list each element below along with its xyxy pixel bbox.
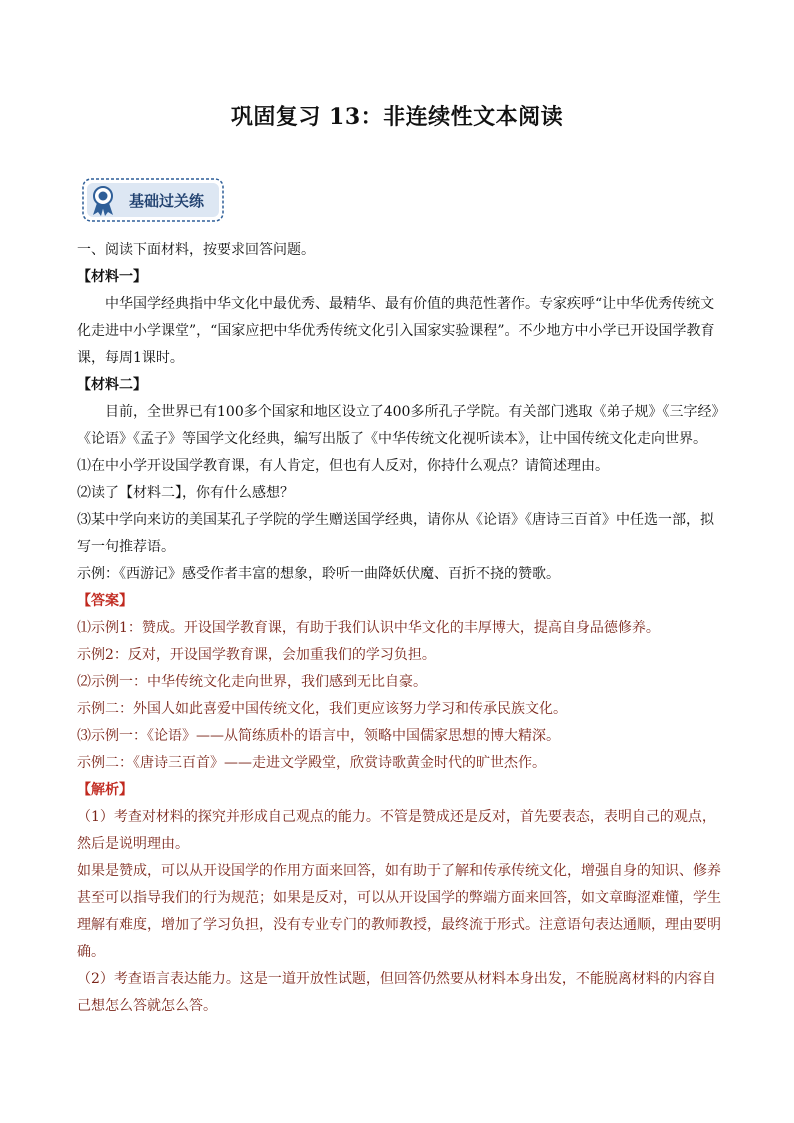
- question-1: ⑴在中小学开设国学教育课，有人肯定，但也有人反对，你持什么观点？请简述理由。: [77, 458, 609, 474]
- analysis-paragraph: （1）考查对材料的探究并形成自己观点的能力。不管是赞成还是反对，首先要表态，表明自己的观点，然后是说明理由。: [77, 809, 716, 852]
- question-2: ⑵读了【材料二】，你有什么感想？: [77, 485, 294, 501]
- analysis-paragraph: （2）考查语言表达能力。这是一道开放性试题，但回答仍然要从材料本身出发，不能脱离材料的内容自己想怎么答就怎么答。: [77, 971, 716, 1014]
- answer-line: 示例二：外国人如此喜爱中国传统文化，我们更应该努力学习和传承民族文化。: [77, 701, 567, 717]
- material2-text: 目前，全世界已有100多个国家和地区设立了400多所孔子学院。有关部门逃取《弟子规》《三字经》《论语》《孟子》等国学文化经典，编写出版了《中华传统文化视听读本》，让中国传统文化走向世界。: [77, 404, 726, 447]
- content-body: [77, 237, 727, 1020]
- material1-text: 中华国学经典指中华文化中最优秀、最精华、最有价值的典范性著作。专家疾呼“让中华优秀传统文化走进中小学课堂”，“国家应把中华优秀传统文化引入国家实验课程”。不少地方中小学已开设国学教育课，每周1课时。: [77, 296, 715, 366]
- analysis-paragraph: 如果是赞成，可以从开设国学的作用方面来回答，如有助于了解和传承传统文化，增强自身的知识、修养甚至可以指导我们的行为规范；如果是反对，可以从开设国学的弊端方面来回答，如文章晦涩难懂，学生理解有难度，增加了学习负担，没有专业专门的教师教授，最终流于形式。注意语句表达通顺，理由要明确。: [77, 863, 721, 960]
- material1-heading: 【材料一】: [77, 269, 147, 285]
- question-intro: 一、阅读下面材料，按要求回答问题。: [77, 242, 315, 258]
- question-example: 示例：《西游记》感受作者丰富的想象，聆听一曲降妖伏魔、百折不挠的赞歌。: [77, 566, 560, 582]
- section-badge: [77, 175, 227, 225]
- page-title: 巩固复习 13：非连续性文本阅读: [230, 104, 564, 130]
- answer-line: ⑴示例1：赞成。开设国学教育课，有助于我们认识中华文化的丰厚博大，提高自身品德修养。: [77, 620, 660, 636]
- answer-line: ⑵示例一：中华传统文化走向世界，我们感到无比自豪。: [77, 674, 427, 690]
- material2-heading: 【材料二】: [77, 377, 147, 393]
- question-3: ⑶某中学向来访的美国某孔子学院的学生赠送国学经典，请你从《论语》《唐诗三百首》中任选一部，拟写一句推荐语。: [77, 512, 714, 555]
- badge-label: 基础过关练: [129, 192, 205, 210]
- answer-heading: 【答案】: [77, 593, 133, 609]
- answer-line: 示例二：《唐诗三百首》——走进文学殿堂，欣赏诗歌黄金时代的旷世杰作。: [77, 755, 546, 771]
- answer-line: 示例2：反对，开设国学教育课，会加重我们的学习负担。: [77, 647, 436, 663]
- answer-line: ⑶示例一：《论语》——从简练质朴的语言中，领略中国儒家思想的博大精深。: [77, 728, 560, 744]
- analysis-heading: 【解析】: [77, 782, 133, 798]
